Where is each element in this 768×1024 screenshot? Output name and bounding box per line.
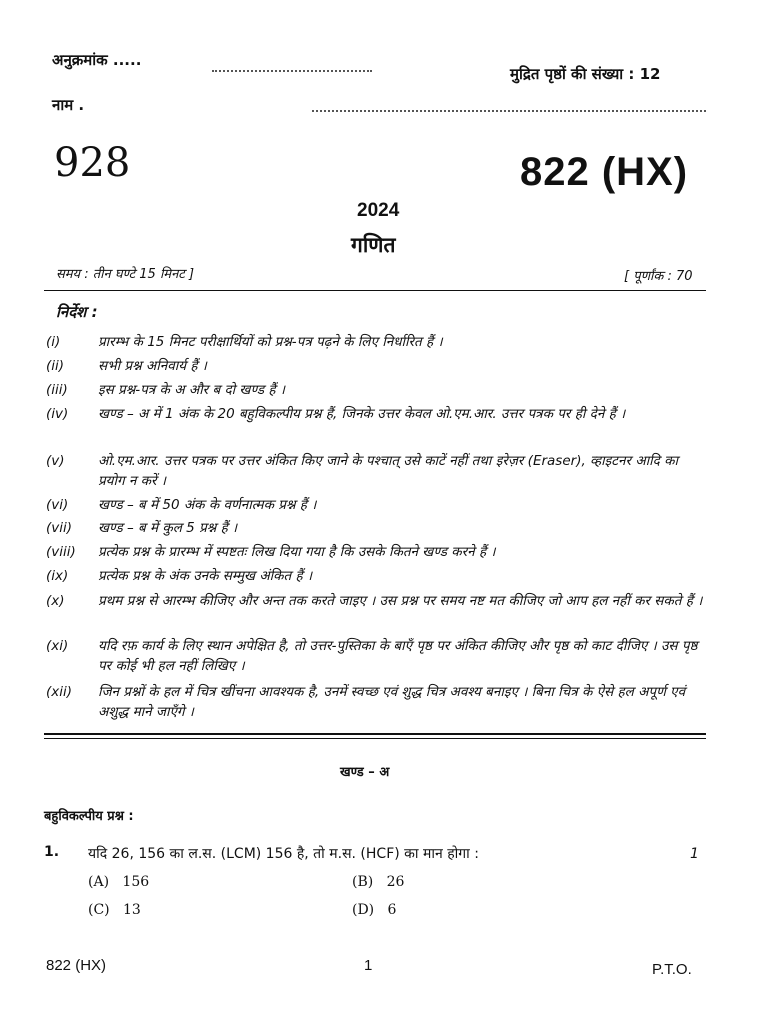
instruction-item [46, 518, 706, 538]
exam-year: 2024 [357, 200, 400, 221]
paper-code: 822 (HX) [520, 150, 689, 194]
section-divider-bottom [44, 738, 706, 739]
option-key: (C) [88, 902, 110, 918]
instruction-item [46, 566, 706, 586]
roll-number-dots [212, 70, 372, 72]
name-dots [312, 110, 706, 112]
instruction-number: (xi) [46, 638, 69, 654]
instruction-text: ओ.एम.आर. उत्तर पत्रक पर उत्तर अंकित किए जाने के पश्चात् उसे काटें नहीं तथा इरेज़र (Eraser), व्हाइटनर आदि का प्रयोग न करें । [98, 453, 678, 489]
instruction-text: खण्ड – ब में 50 अंक के वर्णनात्मक प्रश्न हैं । [98, 497, 317, 513]
mcq-heading: बहुविकल्पीय प्रश्न : [44, 809, 134, 824]
instruction-number: (vi) [46, 497, 69, 513]
instruction-item [46, 380, 706, 400]
instructions-title: निर्देश : [56, 303, 98, 321]
instruction-number: (ix) [46, 568, 69, 584]
instruction-item [46, 591, 706, 611]
instruction-text: प्रत्येक प्रश्न के अंक उनके सम्मुख अंकित हैं । [98, 568, 313, 584]
section-a-title: खण्ड – अ [340, 765, 390, 780]
question-number: 1. [44, 844, 60, 860]
instruction-text: प्रारम्भ के 15 मिनट परीक्षार्थियों को प्रश्न-पत्र पढ़ने के लिए निर्धारित हैं । [98, 334, 443, 350]
instruction-text: जिन प्रश्नों के हल में चित्र खींचना आवश्यक है, उनमें स्वच्छ एवं शुद्ध चित्र अवश्य बनाइए । बिना चित्र के ऐसे हल अपूर्ण एवं अशुद्ध माने जाएँगे । [98, 684, 686, 720]
printed-pages-label: मुद्रित पृष्ठों की संख्या : 12 [510, 65, 661, 83]
instruction-number: (i) [46, 334, 61, 350]
instruction-text: खण्ड – अ में 1 अंक के 20 बहुविकल्पीय प्रश्न हैं, जिनके उत्तर केवल ओ.एम.आर. उत्तर पत्रक पर ही देने हैं । [98, 406, 626, 422]
option-c [88, 902, 141, 918]
instruction-text: सभी प्रश्न अनिवार्य हैं । [98, 358, 207, 374]
instruction-item [46, 451, 706, 491]
footer-paper-code: 822 (HX) [46, 957, 107, 974]
instruction-item [46, 682, 706, 722]
option-value: 6 [387, 902, 397, 918]
instruction-item [46, 495, 706, 515]
name-label: नाम . [52, 96, 85, 114]
instruction-text: इस प्रश्न-पत्र के अ और ब दो खण्ड हैं । [98, 382, 285, 398]
subject-title: गणित [351, 233, 396, 257]
question-marks: 1 [690, 846, 699, 862]
instruction-number: (iv) [46, 406, 69, 422]
instruction-text: प्रत्येक प्रश्न के प्रारम्भ में स्पष्टतः लिख दिया गया है कि उसके कितने खण्ड करने हैं । [98, 544, 496, 560]
section-divider-top [44, 733, 706, 735]
instruction-number: (ii) [46, 358, 65, 374]
instruction-item [46, 542, 706, 562]
page-number: 1 [364, 957, 373, 974]
full-marks: [ पूर्णांक : 70 [624, 269, 693, 284]
instruction-item [46, 356, 706, 376]
top-divider [44, 290, 706, 291]
option-value: 156 [122, 874, 150, 890]
instruction-item [46, 636, 706, 676]
instruction-number: (v) [46, 453, 65, 469]
option-key: (D) [352, 902, 375, 918]
center-code: 928 [54, 140, 131, 186]
option-a [88, 874, 149, 890]
option-value: 26 [386, 874, 405, 890]
instruction-text: खण्ड – ब में कुल 5 प्रश्न हैं । [98, 520, 238, 536]
instruction-number: (xii) [46, 684, 73, 700]
instruction-item [46, 332, 706, 352]
instruction-number: (vii) [46, 520, 73, 536]
option-value: 13 [123, 902, 141, 918]
option-key: (B) [352, 874, 374, 890]
option-b [352, 874, 404, 890]
option-key: (A) [88, 874, 110, 890]
instruction-text: प्रथम प्रश्न से आरम्भ कीजिए और अन्त तक करते जाइए । उस प्रश्न पर समय नष्ट मत कीजिए जो आप हल नहीं कर सकते हैं । [98, 593, 703, 609]
instruction-item [46, 404, 706, 424]
instruction-number: (iii) [46, 382, 68, 398]
instruction-number: (viii) [46, 544, 76, 560]
pto-note: P.T.O. [652, 961, 692, 978]
option-d [352, 902, 396, 918]
time-allowed: समय : तीन घण्टे 15 मिनट ] [56, 267, 195, 282]
question-text: यदि 26, 156 का ल.स. (LCM) 156 है, तो म.स. (HCF) का मान होगा : [88, 846, 479, 862]
instruction-number: (x) [46, 593, 65, 609]
instruction-text: यदि रफ़ कार्य के लिए स्थान अपेक्षित है, तो उत्तर-पुस्तिका के बाएँ पृष्ठ पर अंकित कीजिए और पृष्ठ को काट दीजिए । उस पृष्ठ पर कोई भी हल नहीं लिखिए । [98, 638, 698, 674]
roll-number-label: अनुक्रमांक ..... [52, 51, 142, 69]
